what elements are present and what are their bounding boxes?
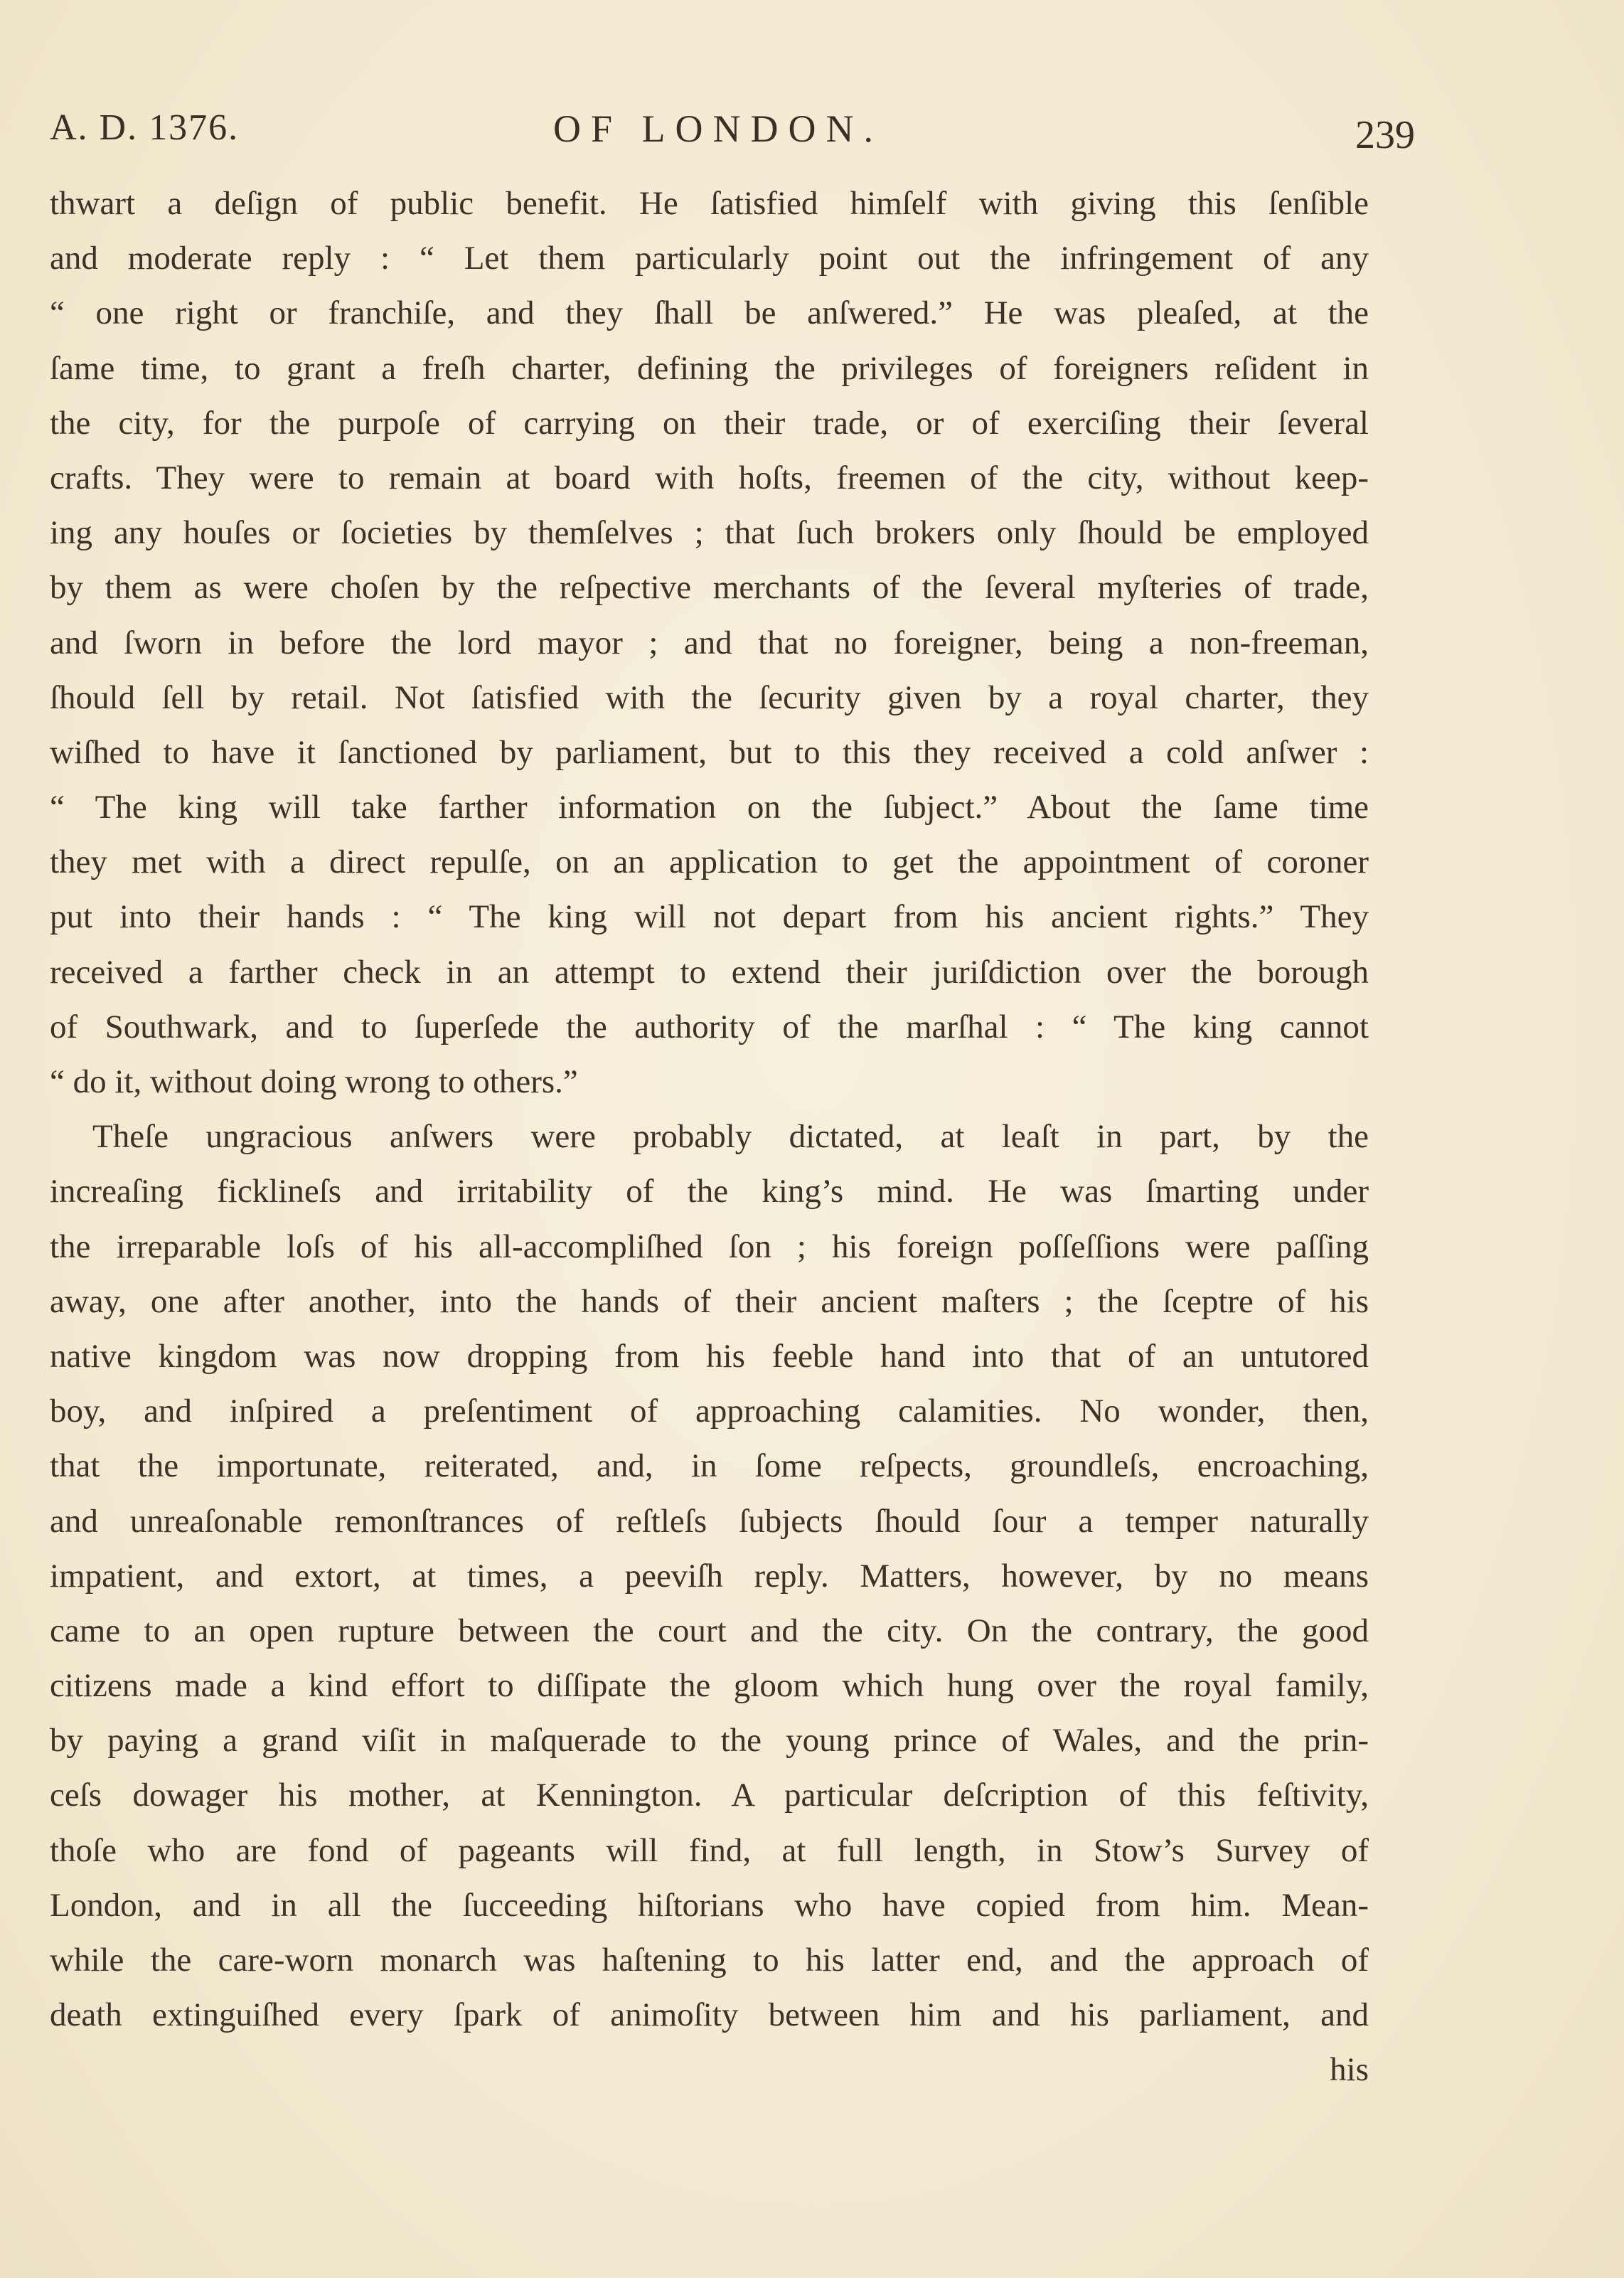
text-line: “ do it, without doing wrong to others.” [50,1063,578,1100]
text-line: London, and in all the ſucceeding hiſtorians who have copied from him. Mean- [50,1886,1369,1924]
text-line: while the care-worn monarch was haſtening to his latter end, and the approach of [50,1942,1369,1979]
text-line: away, one after another, into the hands of their ancient maſters ; the ſceptre of his [50,1282,1369,1320]
text-line: wiſhed to have it ſanctioned by parliament, but to this they received a cold anſwer : [50,733,1369,771]
text-line: Theſe ungracious anſwers were probably dictated, at leaſt in part, by the [92,1118,1369,1156]
text-line: ſhould ſell by retail. Not ſatisfied with the ſecurity given by a royal charter, they [50,678,1369,716]
text-line: impatient, and extort, at times, a peeviſh reply. Matters, however, by no means [50,1557,1369,1595]
text-line: the irreparable loſs of his all-accompliſhed ſon ; his foreign poſſeſſions were paſſing [50,1228,1369,1265]
text-line: citizens made a kind effort to diſſipate the gloom which hung over the royal family, [50,1667,1369,1705]
text-line: came to an open rupture between the court and the city. On the contrary, the good [50,1612,1369,1649]
text-line: death extinguiſhed every ſpark of animoſity between him and his parliament, and [50,1996,1369,2034]
header-date: A. D. 1376. [50,107,240,148]
running-header [50,107,1415,164]
text-line: and unreaſonable remonſtrances of reſtleſs ſubjects ſhould ſour a temper naturally [50,1502,1369,1540]
catchword: his [1330,2051,1369,2089]
text-line: native kingdom was now dropping from his feeble hand into that of an untutored [50,1337,1369,1375]
text-line: ing any houſes or ſocieties by themſelves ; that ſuch brokers only ſhould be employed [50,514,1369,552]
text-line: put into their hands : “ The king will not depart from his ancient rights.” They [50,898,1369,936]
text-line: “ one right or franchiſe, and they ſhall be anſwered.” He was pleaſed, at the [50,294,1369,332]
page-number: 239 [1355,113,1415,157]
text-line: thoſe who are fond of pageants will find, at full length, in Stow’s Survey of [50,1831,1369,1869]
text-line: thwart a deſign of public benefit. He ſatisfied himſelf with giving this ſenſible [50,185,1369,222]
text-line: ſame time, to grant a freſh charter, defining the privileges of foreigners reſident in [50,349,1369,387]
text-line: ceſs dowager his mother, at Kennington. A particular deſcription of this feſtivity, [50,1777,1369,1814]
text-line: received a farther check in an attempt to extend their juriſdiction over the borough [50,953,1369,991]
text-line: the city, for the purpoſe of carrying on their trade, or of exerciſing their ſeveral [50,404,1369,442]
text-line: and ſworn in before the lord mayor ; and that no foreigner, being a non-freeman, [50,624,1369,661]
text-line: they met with a direct repulſe, on an application to get the appointment of coroner [50,843,1369,881]
header-title: OF LONDON. [553,107,883,150]
text-line: that the importunate, reiterated, and, in ſome reſpects, groundleſs, encroaching, [50,1447,1369,1485]
text-line: “ The king will take farther information on the ſubject.” About the ſame time [50,789,1369,826]
text-line: of Southwark, and to ſuperſede the authority of the marſhal : “ The king cannot [50,1008,1369,1045]
body-text [50,176,1369,2098]
text-line: by them as were choſen by the reſpective merchants of the ſeveral myſteries of trade, [50,569,1369,607]
text-line: increaſing ficklineſs and irritability of the king’s mind. He was ſmarting under [50,1173,1369,1210]
text-line: and moderate reply : “ Let them particularly point out the infringement of any [50,240,1369,277]
text-line: crafts. They were to remain at board with hoſts, freemen of the city, without keep- [50,459,1369,496]
text-line: by paying a grand viſit in maſquerade to the young prince of Wales, and the prin- [50,1722,1369,1760]
text-line: boy, and inſpired a preſentiment of approaching calamities. No wonder, then, [50,1393,1369,1430]
paragraph-2 [50,1109,1369,2043]
paragraph-1 [50,176,1369,1109]
